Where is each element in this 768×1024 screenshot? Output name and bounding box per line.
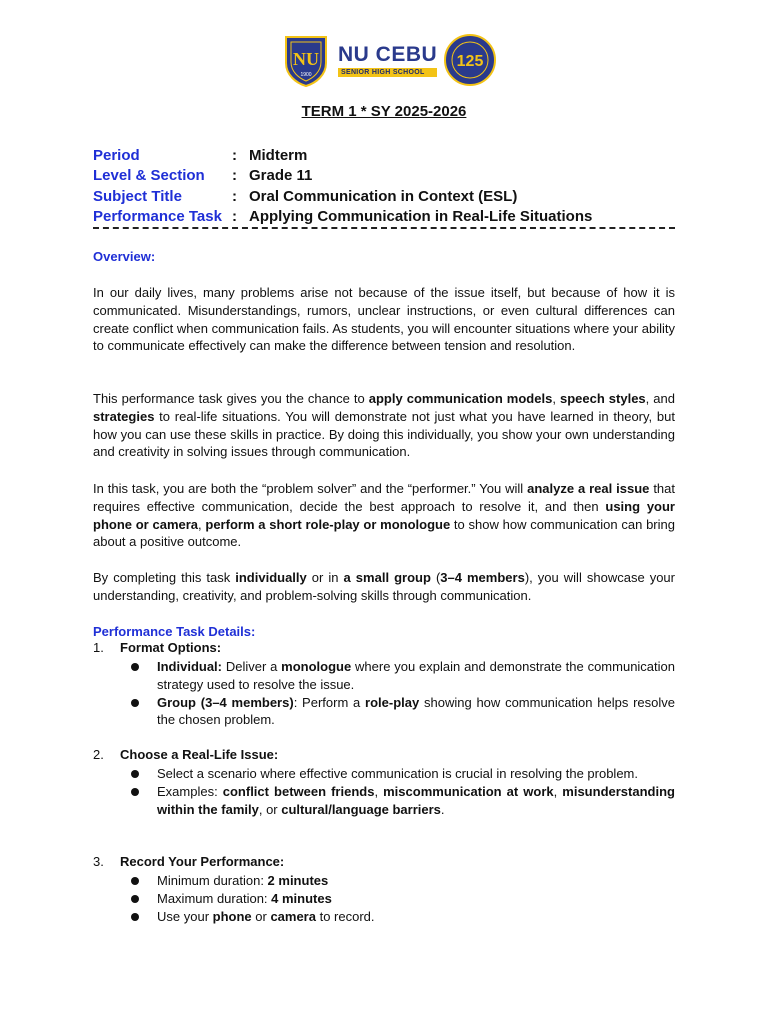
- bold-run: phone: [212, 908, 252, 924]
- text-run: Maximum duration:: [157, 890, 272, 906]
- bold-run: strategies: [93, 408, 155, 424]
- bullet-text: [157, 658, 675, 694]
- bullet-dot-icon: [129, 658, 157, 694]
- bold-run: 3–4 members: [440, 570, 525, 585]
- term-title: TERM 1 * SY 2025-2026: [301, 103, 467, 120]
- text-run: : Perform a: [293, 694, 366, 710]
- meta-value: Oral Communication in Context (ESL): [249, 187, 518, 205]
- meta-value: Midterm: [249, 146, 308, 164]
- item-3-bullets: [129, 872, 675, 925]
- text-run: , and: [645, 391, 675, 406]
- meta-label: Subject Title: [93, 187, 182, 205]
- overview-paragraph-3: [93, 480, 675, 551]
- bullet-item: [129, 890, 675, 908]
- meta-label: Performance Task: [93, 208, 222, 226]
- item-title: Record Your Performance:: [120, 854, 285, 869]
- meta-label: Level & Section: [93, 167, 205, 185]
- item-number: 1.: [93, 640, 104, 655]
- bold-run: camera: [270, 908, 316, 924]
- text-run: .: [440, 801, 445, 817]
- details-heading: Performance Task Details:: [93, 624, 256, 639]
- anniversary-seal-logo: [443, 33, 497, 87]
- bold-run: Group (3–4 members): [157, 694, 294, 710]
- overview-paragraph-2: [93, 390, 675, 461]
- meta-row-subject: [93, 186, 592, 207]
- meta-value: Grade 11: [249, 167, 313, 185]
- bullet-dot-icon: [129, 694, 157, 730]
- bullet-text: [157, 783, 675, 819]
- text-run: showing how communication helps resolve the chosen problem.: [157, 694, 675, 728]
- text-run: Examples:: [157, 783, 223, 799]
- bullet-item: [129, 783, 675, 819]
- meta-colon: :: [232, 208, 237, 226]
- meta-row-task: [93, 207, 592, 228]
- text-run: or: [251, 908, 271, 924]
- item-1-bullets: [129, 658, 675, 729]
- text-run: ,: [553, 783, 563, 799]
- overview-paragraph-4: [93, 569, 675, 605]
- bullet-item: [129, 694, 675, 730]
- text-run: where you explain and demonstrate the communication strategy used to resolve the issue.: [157, 659, 676, 692]
- bullet-item: [129, 872, 675, 890]
- bullet-dot-icon: [129, 908, 157, 926]
- svg-text:125: 125: [456, 53, 484, 70]
- bullet-item: [129, 658, 675, 694]
- bold-run: perform a short role-play or monologue: [205, 516, 451, 532]
- bold-run: role-play: [365, 694, 420, 710]
- meta-table: [93, 145, 592, 227]
- brand-subtitle: SENIOR HIGH SCHOOL: [338, 68, 437, 77]
- meta-row-period: [93, 145, 592, 166]
- bullet-text: [157, 694, 675, 730]
- text-run: that requires effective communication, decide the best approach to resolve it, and then: [93, 481, 675, 514]
- svg-text:NU: NU: [293, 49, 319, 69]
- overview-paragraph-1: In our daily lives, many problems arise not because of the issue itself, but because of how it is communicated. Misunderstandings, rumors, unclear instructions, or even cultural differences can create conflict when communication fails. As students, you will encounter situations where your ability to communicate effectively can make the difference between tension and resolution.: [93, 285, 675, 354]
- bullet-item: [129, 765, 675, 783]
- item-2-bullets: [129, 765, 675, 818]
- school-header: [282, 32, 497, 88]
- bullet-text: [157, 908, 675, 926]
- bold-run: apply communication models: [368, 391, 553, 406]
- meta-colon: :: [232, 187, 237, 205]
- text-run: to real-life situations. You will demonstrate not just what you have learned in theory, but how you can use these skills in practice. By doing this individually, you show your own understanding and creativity in solving issues through communication.: [93, 408, 675, 460]
- text-run: ,: [198, 516, 206, 532]
- overview-heading: Overview:: [93, 249, 156, 264]
- bold-run: individually: [235, 570, 307, 585]
- bold-run: miscommunication at work: [383, 783, 554, 799]
- text-run: By completing this task: [93, 570, 236, 585]
- nu-shield-logo: [282, 33, 330, 87]
- text-run: Minimum duration:: [157, 873, 268, 888]
- meta-colon: :: [232, 146, 237, 164]
- meta-row-level: [93, 166, 592, 187]
- bullet-dot-icon: [129, 783, 157, 819]
- text-run: or in: [306, 570, 344, 585]
- text-run: In this task, you are both the “problem solver” and the “performer.” You will: [93, 481, 528, 496]
- text-run: ,: [552, 391, 560, 406]
- item-title: Choose a Real-Life Issue:: [120, 747, 279, 762]
- bullet-text: [157, 872, 675, 890]
- text-run: to record.: [315, 908, 375, 924]
- bullet-dot-icon: [129, 872, 157, 890]
- brand-block: [338, 44, 437, 77]
- text-run: , or: [258, 801, 282, 817]
- bold-run: using your phone or camera: [93, 498, 675, 532]
- item-number: 3.: [93, 854, 104, 869]
- bold-run: 2 minutes: [267, 873, 329, 888]
- bold-run: analyze a real issue: [527, 481, 650, 496]
- bold-run: cultural/language barriers: [281, 801, 441, 817]
- text-run: to show how communication can bring about a positive outcome.: [93, 516, 675, 550]
- meta-label: Period: [93, 146, 140, 164]
- bullet-text: Select a scenario where effective communication is crucial in resolving the problem.: [157, 766, 638, 781]
- item-title: Format Options:: [120, 640, 222, 655]
- text-run: This performance task gives you the chance to: [93, 391, 369, 406]
- svg-text:1900: 1900: [300, 72, 312, 78]
- text-run: (: [430, 570, 441, 585]
- item-number: 2.: [93, 747, 104, 762]
- text-run: Deliver a: [222, 659, 282, 674]
- numbered-item-2: [93, 747, 278, 762]
- meta-colon: :: [232, 167, 237, 185]
- bullet-dot-icon: [129, 890, 157, 908]
- brand-name: NU CEBU: [338, 42, 438, 66]
- dashed-divider: [93, 227, 675, 229]
- bold-run: misunderstanding within the family: [157, 783, 675, 817]
- bullet-dot-icon: [129, 765, 157, 783]
- text-run: ,: [374, 783, 384, 799]
- text-run: Use your: [157, 908, 213, 924]
- numbered-item-3: [93, 854, 284, 869]
- meta-value: Applying Communication in Real-Life Situations: [249, 208, 593, 226]
- bold-run: speech styles: [559, 391, 646, 406]
- bold-run: a small group: [343, 570, 431, 585]
- bullet-text: [157, 890, 675, 908]
- bold-run: 4 minutes: [271, 890, 332, 906]
- text-run: ), you will showcase your understanding, creativity, and problem-solving skills through communication.: [93, 570, 675, 603]
- bullet-item: [129, 908, 675, 926]
- bold-run: conflict between friends: [222, 783, 375, 799]
- bold-run: monologue: [281, 659, 352, 674]
- bold-run: Individual:: [157, 659, 222, 674]
- numbered-item-1: [93, 640, 221, 655]
